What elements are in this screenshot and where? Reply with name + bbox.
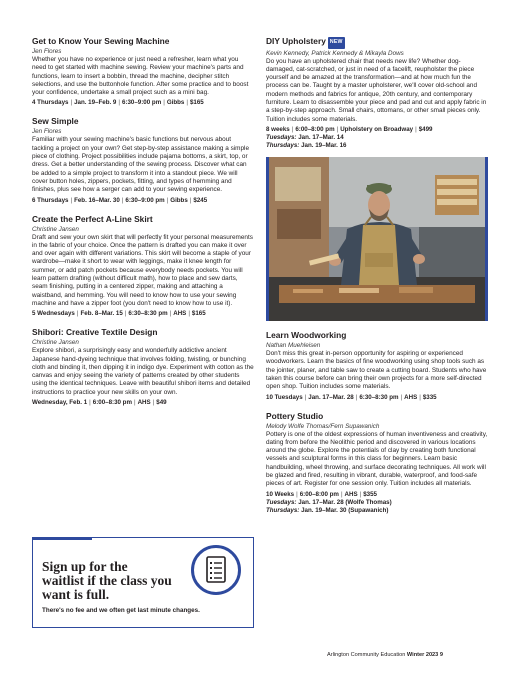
detail-location: AHS — [137, 399, 151, 407]
course-a-line-skirt — [32, 214, 254, 319]
course-instructor: Kevin Kennedy, Patrick Kennedy & Mikayla Dows — [266, 49, 404, 57]
waitlist-callout — [32, 537, 254, 628]
detail-time: 6:00–8:00 pm — [299, 490, 339, 498]
detail-price: $335 — [422, 393, 437, 401]
schedule-day: Thursdays: — [266, 507, 300, 515]
course-woodworking — [266, 330, 488, 401]
waitlist-title: Sign up for the waitlist if the class you want is full. — [42, 559, 172, 602]
course-details: 8 weeks | 6:00–8:00 pm | Upholstery on Broadway | $499 — [266, 125, 433, 133]
detail-sessions: 4 Thursdays — [32, 99, 69, 107]
detail-sessions: 5 Wednesdays — [32, 310, 75, 318]
detail-location: AHS — [404, 393, 418, 401]
list-document-icon — [191, 545, 241, 595]
course-sewing-machine — [32, 36, 254, 107]
course-details: Wednesday, Feb. 1 | 6:00–8:30 pm | AHS | $49 — [32, 399, 167, 407]
waitlist-note: There's no fee and we often get last minute changes. — [42, 607, 200, 614]
detail-location: Gibbs — [170, 196, 188, 204]
detail-time: 6:30–8:30 pm — [128, 310, 168, 318]
schedule-line — [266, 142, 488, 151]
course-details: 10 Weeks | 6:00–8:00 pm | AHS | $355 — [266, 490, 377, 498]
course-instructor: Jen Flores — [32, 128, 62, 136]
woodshop-illustration — [269, 157, 485, 321]
course-description: Whether you have no experience or just need a refresher, learn what you need to get started with machine sewing. Review your machine's parts and functions, learn to insert a bobbin, thread the machine, decipher stitch selections, and use the buttonhole function. After some practice and to boost your confidence, undertake a small project such as a mini bag. — [32, 56, 249, 97]
course-description: Familiar with your sewing machine's basic functions but nervous about tackling a project on your own? Get step-by-step assistance making a simple piece of clothing. Project possibilities include pajama bottoms, a skirt, top, or dress. Get a better understanding of the sewing process. Discover what can be added to a simple project to transform it into a standout piece. We will cover button holes, zippers, pockets, fitting, and types of hemming and finishes, plus see how a serger can add to your sewing experience. — [32, 136, 250, 194]
course-details: 4 Thursdays | Jan. 19–Feb. 9 | 6:30–9:00 pm | Gibbs | $165 — [32, 99, 204, 107]
course-diy-upholstery — [266, 36, 488, 151]
detail-time: 6:00–8:30 pm — [92, 399, 132, 407]
course-description: Don't miss this great in-person opportunity for aspiring or experienced woodworkers. Learn the basics of fine woodworking using shop tools such as the jointer, planer, and table saw to create a cutting board. Students who have taken this course before can bring their own projects for a more self-directed open shop. Tuition includes some materials. — [266, 350, 487, 391]
footer-org: Arlington Community Education — [327, 652, 406, 658]
schedule-line — [266, 499, 488, 508]
page-number: 9 — [439, 652, 443, 658]
schedule-dates: Jan. 17–Mar. 28 (Wolfe Thomas) — [298, 498, 392, 506]
schedule-dates: Jan. 19–Mar. 16 — [301, 142, 347, 150]
right-column — [266, 36, 488, 525]
detail-price: $245 — [193, 196, 208, 204]
course-instructor: Christine Jansen — [32, 225, 79, 233]
new-badge: NEW — [328, 37, 345, 49]
detail-location: Upholstery on Broadway — [340, 125, 414, 133]
course-title: Get to Know Your Sewing Machine — [32, 36, 170, 46]
detail-location: AHS — [173, 310, 187, 318]
course-description: Explore shibori, a surprisingly easy and wonderfully addictive ancient Japanese hand-dyeing technique that involves folding, twisting, or bunching cloth and binding it, then dipping it in indigo dye. Experiment with cotton as the canvas and enjoy seeing the variety of patterns created by other students using the identical techniques. Leave with beautiful shibori items and detailed instructions to practice your new skills on your own. — [32, 347, 254, 396]
detail-time: 6:30–9:00 pm — [125, 196, 165, 204]
course-pottery-studio — [266, 411, 488, 516]
course-details: 5 Wednesdays | Feb. 8–Mar. 15 | 6:30–8:30 pm | AHS | $165 — [32, 310, 206, 318]
detail-dates: Feb. 8–Mar. 15 — [80, 310, 123, 318]
detail-dates: Jan. 17–Mar. 28 — [308, 393, 354, 401]
course-title — [266, 36, 488, 49]
detail-dates: Jan. 19–Feb. 9 — [74, 99, 117, 107]
detail-sessions: Wednesday, Feb. 1 — [32, 399, 88, 407]
course-sew-simple — [32, 116, 254, 204]
list-document-glyph — [194, 548, 238, 592]
schedule-day: Thursdays: — [266, 142, 300, 150]
schedule-line — [266, 134, 488, 143]
detail-price: $165 — [191, 310, 206, 318]
schedule-dates: Jan. 17–Mar. 14 — [298, 133, 344, 141]
detail-sessions: 10 Tuesdays — [266, 393, 303, 401]
detail-time: 6:00–8:00 pm — [295, 125, 335, 133]
course-instructor: Nathan Muehleisen — [266, 342, 321, 350]
course-title: Sew Simple — [32, 116, 79, 127]
course-description: Draft and sew your own skirt that will perfectly fit your personal measurements in the fabric of your choice. Once the pattern is drafted you can make it over and over again with different variations. This skirt will become a staple of your wardrobe—make it short to wear with leggings, make it knee length for summer, or add patch pockets because everybody needs pockets. You will learn pattern drafting (without difficult math), how to place and sew darts, seam finishing, putting in a centered zipper, making and attaching a waistband, and hemming. You will need to know how to use your sewing machine and have a zipper foot (you don't need to know how to use it). — [32, 233, 253, 307]
detail-price: $49 — [156, 399, 167, 407]
left-column — [32, 36, 254, 416]
course-instructor: Jen Flores — [32, 48, 62, 55]
course-description: Pottery is one of the oldest expressions of human inventiveness and creativity, dating from before the Neolithic period and discovered in various locations around the globe. Explore the potentials of clay by creating both functional vessels and sculptural forms in this class for beginners. Learn basic handbuilding, wheel throwing, and surface decorating techniques. All work will be glazed and fired, resulting in vibrant, durable, waterproof, and food-safe pieces of art. Register for one session only. Tuition includes all materials. — [266, 430, 488, 488]
schedule-day: Tuesdays: — [266, 498, 297, 506]
course-instructor: Christine Jansen — [32, 339, 79, 347]
course-title: Create the Perfect A-Line Skirt — [32, 213, 153, 224]
detail-time: 6:30–9:00 pm — [121, 99, 162, 107]
course-details: 10 Tuesdays | Jan. 17–Mar. 28 | 6:30–8:30 pm | AHS | $335 — [266, 393, 437, 401]
detail-time: 6:30–8:30 pm — [359, 393, 399, 401]
woodworking-photo — [266, 157, 488, 321]
detail-sessions: 10 Weeks — [266, 490, 295, 498]
course-title-text: DIY Upholstery — [266, 36, 326, 46]
detail-sessions: 6 Thursdays — [32, 196, 69, 204]
course-description: Do you have an upholstered chair that needs new life? Whether dog-damaged, cat-scratched, or just in need of a facelift, reupholster the piece yourself and be amazed at the transformation—and at how much fun the process can be. Taught by a master upholsterer, we'll cover old-school and modern methods and fabrics for antique, 20th century, and contemporary furniture. Learn to disassemble your piece and pad and cut and apply fabric in a step-by-step approach. Small chairs, ottomans, or other small pieces only. Tuition includes some materials. — [266, 57, 487, 123]
course-instructor: Melody Wolfe Thomas/Fern Supawanich — [266, 422, 380, 430]
detail-price: $355 — [363, 490, 377, 498]
course-title: Pottery Studio — [266, 410, 324, 421]
detail-sessions: 8 weeks — [266, 125, 290, 133]
detail-price: $499 — [418, 125, 433, 133]
course-title: Learn Woodworking — [266, 330, 347, 341]
detail-location: AHS — [344, 490, 358, 498]
course-title: Shibori: Creative Textile Design — [32, 327, 158, 338]
course-details: 6 Thursdays | Feb. 16–Mar. 30 | 6:30–9:00 pm | Gibbs | $245 — [32, 196, 208, 204]
detail-price: $165 — [189, 99, 204, 107]
course-shibori — [32, 327, 254, 407]
waitlist-accent-bar — [32, 537, 92, 540]
schedule-day: Tuesdays: — [266, 133, 297, 141]
schedule-dates: Jan. 19–Mar. 30 (Supawanich) — [301, 507, 389, 515]
schedule-line — [266, 507, 488, 516]
page-footer — [327, 652, 443, 658]
detail-location: Gibbs — [166, 99, 185, 107]
footer-season: Winter 2023 — [406, 652, 439, 658]
detail-dates: Feb. 16–Mar. 30 — [74, 196, 120, 204]
